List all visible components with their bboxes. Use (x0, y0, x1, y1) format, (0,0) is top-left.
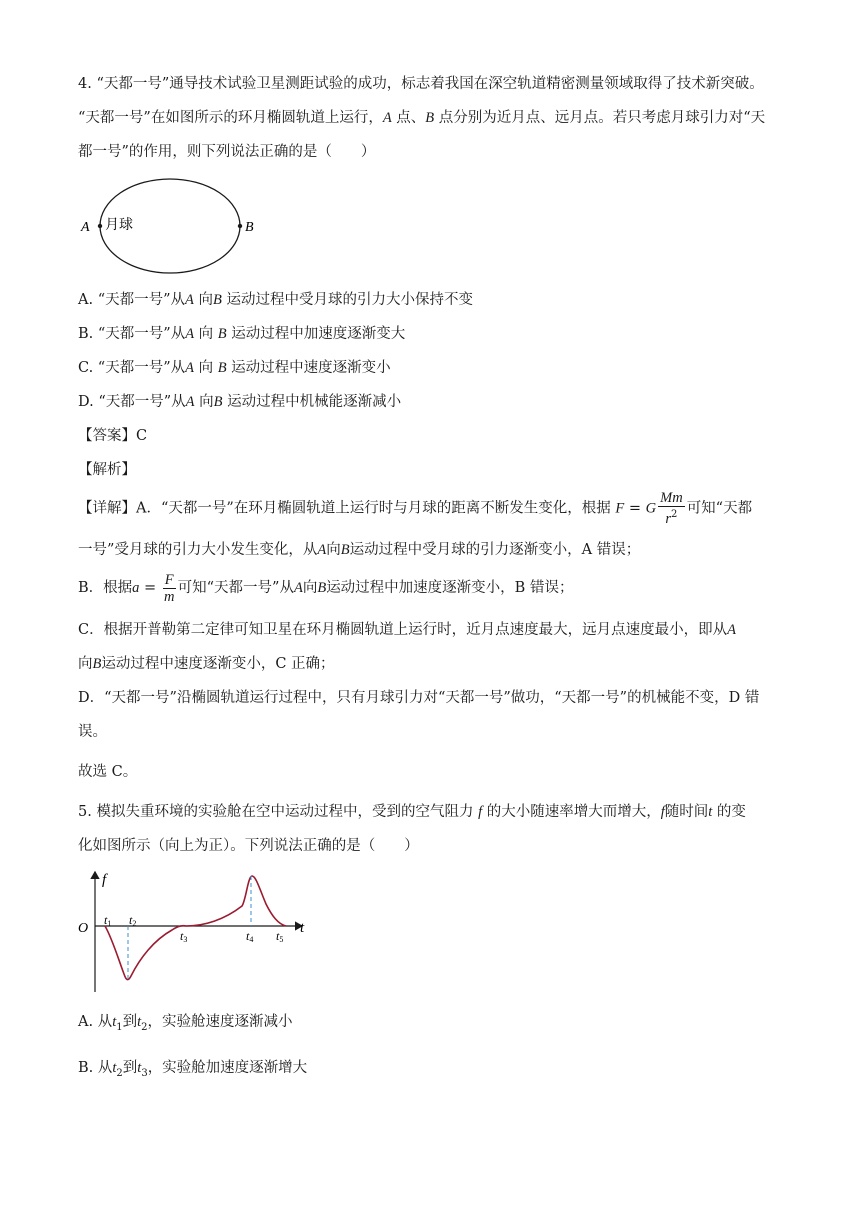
tick-t1-letter: t (104, 913, 108, 927)
var-A: A (185, 394, 195, 410)
var-B: B (217, 326, 227, 342)
moon-label: 月球 (105, 217, 133, 233)
var-A: A (185, 326, 195, 342)
x-axis-label: t (300, 920, 305, 936)
tick-t1 (104, 913, 111, 928)
q4-detail-c-line2 (78, 654, 335, 674)
tick-t4-sub: 4 (249, 935, 254, 944)
q5-stem1-pre: 5. 模拟失重环境的实验舱在空中运动过程中，受到的空气阻力 (78, 804, 474, 820)
var-t: t (137, 1060, 142, 1076)
point-B-label: B (245, 220, 254, 235)
y-axis-label: f (102, 872, 107, 888)
formula-exp: 2 (671, 509, 678, 520)
point-A-dot (98, 224, 102, 228)
q4-detail-b: B．根据a = $\frac{F}{m}$ 可知“天都一号”从A向B运动过程中加速度逐渐变小，B 错误； (78, 571, 574, 605)
q5-option-b (78, 1058, 307, 1084)
q4-stem2-text: “天都一号”在如图所示的环月椭圆轨道上运行， (78, 110, 383, 126)
opt-c-pre: C. “天都一号”从 (78, 360, 186, 376)
tick-t5 (276, 929, 283, 944)
q4-stem-line1: 4. “天都一号”通导技术试验卫星测距试验的成功，标志着我国在深空轨道精密测量领域取得了技术新突破。 (78, 76, 764, 92)
detail-a2b-text: 向 (326, 542, 341, 558)
q5-stem1-mid2: 随时间 (664, 804, 709, 820)
formula-fraction-Mm-r2 (658, 490, 685, 527)
detail-c2-pre: 向 (78, 656, 93, 672)
q5-option-a (78, 1012, 293, 1038)
tick-t3-letter: t (180, 929, 184, 943)
q5-opt-b-mid: 到 (122, 1060, 138, 1076)
opt-b-mid: 向 (194, 326, 218, 342)
q5-stem1-post: 的变 (716, 804, 746, 820)
q5-opt-a-post: ，实验舱速度逐渐减小 (147, 1014, 293, 1030)
detail-a2-text: 一号”受月球的引力大小发生变化，从 (78, 542, 318, 558)
opt-c-mid: 向 (193, 360, 218, 376)
formula-r: r (665, 510, 672, 527)
tick-t4-letter: t (246, 929, 250, 943)
q5-stem-line1 (78, 802, 746, 822)
opt-b-pre: B. “天都一号”从 (78, 326, 186, 342)
q5-stem-line2: 化如图所示（向上为正）。下列说法正确的是（ ） (78, 838, 419, 854)
var-A: A (317, 542, 327, 558)
tick-t2-sub: 2 (132, 919, 137, 928)
var-B: B (213, 394, 223, 410)
q4-stem-line2 (78, 108, 765, 128)
detail-b-post: 可知“天都一号”从 (177, 580, 294, 596)
q4-stem-line3: 都一号”的作用，则下列说法正确的是（ ） (78, 144, 376, 160)
var-A: A (727, 622, 736, 638)
q4-stem2b-text: 点、 (396, 110, 426, 126)
detail-b-pre: B．根据 (78, 580, 133, 596)
q5-opt-b-post: ，实验舱加速度逐渐增大 (147, 1060, 308, 1076)
q4-option-b (78, 324, 405, 344)
q4-detail-d-line1: D．“天都一号”沿椭圆轨道运行过程中，只有月球引力对“天都一号”做功，“天都一号”的机械能不变，D 错 (78, 690, 760, 706)
var-t: t (112, 1014, 117, 1030)
var-B: B (212, 292, 222, 308)
var-B: B (217, 360, 227, 376)
f-t-graph (74, 866, 314, 996)
opt-b-post: 运动过程中加速度逐渐变大 (226, 326, 406, 342)
q4-option-d (78, 392, 401, 412)
opt-a-mid: 向 (193, 292, 213, 308)
point-B-dot (238, 224, 242, 228)
var-t: t (708, 804, 713, 820)
q5-opt-a-mid: 到 (122, 1014, 138, 1030)
opt-c-post: 运动过程中速度逐渐变小 (226, 360, 391, 376)
q4-detail-d-line2: 误。 (78, 724, 107, 740)
var-t: t (137, 1014, 142, 1030)
tick-t5-sub: 5 (279, 935, 284, 944)
q5-opt-a-pre: A. 从 (78, 1014, 113, 1030)
detail-a1-text: 【详解】A．“天都一号”在环月椭圆轨道上运行时与月球的距离不断发生变化，根据 (78, 500, 611, 517)
q4-detail-a-line1: 【详解】A．“天都一号”在环月椭圆轨道上运行时与月球的距离不断发生变化，根据 F = G $\frac{Mm}{r^2}$ 可知“天都 (78, 490, 753, 527)
detail-a1b-text: 可知“天都 (686, 500, 753, 517)
formula-F: F (164, 571, 174, 588)
tick-t2 (129, 913, 136, 928)
detail-c2-post: 运动过程中速度逐渐变小，C 正确； (101, 656, 335, 672)
sub-1: 1 (116, 1021, 123, 1033)
formula-m: m (163, 588, 175, 605)
formula-a: a (132, 580, 140, 596)
var-A: A (293, 580, 303, 596)
q4-analysis-heading: 【解析】 (78, 462, 136, 478)
q4-option-a (78, 290, 473, 310)
q4-conclusion: 故选 C。 (78, 764, 138, 780)
q4-stem2c-text: 点分别为近月点、远月点。若只考虑月球引力对“天 (438, 110, 766, 126)
formula-F: F (615, 500, 625, 517)
tick-t3 (180, 929, 187, 944)
var-A: A (382, 110, 392, 126)
sub-3: 3 (141, 1067, 148, 1079)
formula-Mm: Mm (660, 490, 683, 506)
opt-a-post: 运动过程中受月球的引力大小保持不变 (221, 292, 473, 308)
var-B: B (92, 656, 102, 672)
formula-fraction-F-m (163, 572, 176, 605)
q4-option-c (78, 358, 391, 378)
detail-b-mid: 向 (302, 580, 318, 596)
var-A: A (185, 292, 194, 308)
opt-d-mid: 向 (194, 394, 214, 410)
q5-opt-b-pre: B. 从 (78, 1060, 113, 1076)
tick-t1-sub: 1 (107, 919, 112, 928)
formula-G: G (645, 500, 657, 517)
opt-d-pre: D. “天都一号”从 (78, 394, 186, 410)
var-t: t (112, 1060, 117, 1076)
var-A: A (185, 360, 194, 376)
var-f: f (478, 804, 483, 820)
var-B: B (317, 580, 327, 596)
origin-label: O (78, 921, 89, 936)
tick-t3-sub: 3 (183, 935, 188, 944)
tick-t5-letter: t (276, 929, 280, 943)
q4-answer: 【答案】C (78, 428, 148, 444)
q5-stem1-mid: 的大小随速率增大而增大， (486, 804, 661, 820)
tick-t4 (246, 929, 253, 944)
opt-d-post: 运动过程中机械能逐渐减小 (222, 394, 402, 410)
sub-2: 2 (116, 1067, 123, 1079)
var-B: B (425, 110, 435, 126)
opt-a-pre: A. “天都一号”从 (78, 292, 186, 308)
q4-detail-a-line2 (78, 540, 640, 560)
point-A-label: A (81, 220, 90, 235)
var-f: f (660, 804, 665, 820)
detail-c1-text: C．根据开普勒第二定律可知卫星在环月椭圆轨道上运行时，近月点速度最大，远月点速度最小，即从 (78, 622, 728, 638)
orbit-diagram (70, 172, 270, 282)
q4-detail-c-line1 (78, 620, 736, 640)
var-B: B (340, 542, 350, 558)
detail-a2c-text: 运动过程中受月球的引力逐渐变小，A 错误； (349, 542, 641, 558)
sub-2: 2 (141, 1021, 148, 1033)
tick-t2-letter: t (129, 913, 133, 927)
detail-b-end: 运动过程中加速度逐渐变小，B 错误； (326, 580, 574, 596)
